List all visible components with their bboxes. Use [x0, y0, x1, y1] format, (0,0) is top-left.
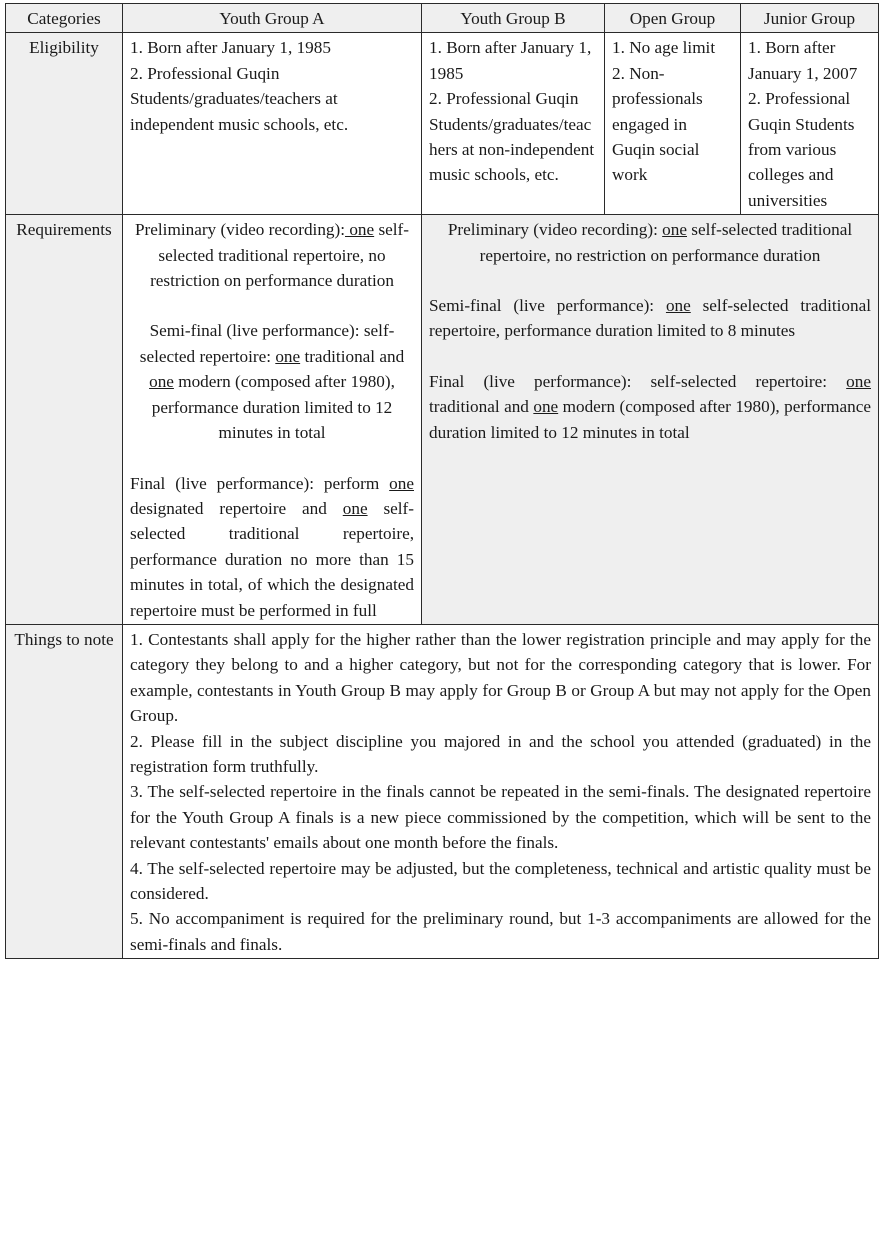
header-youth-group-b: Youth Group B	[422, 4, 605, 33]
notes-row	[6, 624, 879, 958]
notes-label: Things to note	[6, 624, 123, 958]
eligibility-youth-a-line-1: 1. Born after January 1, 1985	[130, 38, 331, 58]
requirements-label: Requirements	[6, 215, 123, 625]
header-categories: Categories	[6, 4, 123, 33]
youth-a-final: Final (live performance): perform one designated repertoire and one self-selected traditional repertoire, performance duration no more than 15 minutes in total, of which the designated repertoire must be performed in full	[130, 473, 414, 620]
eligibility-youth-a	[123, 33, 422, 215]
eligibility-junior-line-2: 2. Professional Guqin Students from various colleges and universities	[748, 89, 855, 210]
eligibility-open-line-2: 2. Non-professionals engaged in Guqin social work	[612, 63, 703, 185]
others-semi-final: Semi-final (live performance): one self-selected traditional repertoire, performance duration limited to 8 minutes	[429, 296, 871, 341]
notes-content	[123, 624, 879, 958]
youth-a-semi-final: Semi-final (live performance): self-selected repertoire: one traditional and one modern (composed after 1980), performance duration limited to 12 minutes in total	[139, 321, 405, 443]
eligibility-open-line-1: 1. No age limit	[612, 38, 716, 58]
requirements-row	[6, 215, 879, 625]
header-row	[6, 4, 879, 33]
note-item: 5. No accompaniment is required for the preliminary round, but 1-3 accompaniments are allowed for the semi-finals and finals.	[130, 909, 871, 954]
eligibility-youth-a-line-2: 2. Professional Guqin Students/graduates/teachers at independent music schools, etc.	[130, 63, 349, 134]
others-preliminary: Preliminary (video recording): one self-selected traditional repertoire, no restriction on performance duration	[447, 220, 853, 265]
requirements-other-groups	[422, 215, 879, 625]
eligibility-label: Eligibility	[6, 33, 123, 215]
eligibility-open	[605, 33, 741, 215]
competition-table	[5, 3, 879, 959]
note-item: 3. The self-selected repertoire in the finals cannot be repeated in the semi-finals. The designated repertoire for the Youth Group A finals is a new piece commissioned by the competition, which will be sent to the relevant contestants' emails about one month before the finals.	[130, 782, 871, 853]
eligibility-youth-b-line-2: 2. Professional Guqin Students/graduates/teachers at non-independent music schools, etc.	[429, 89, 595, 185]
others-final: Final (live performance): self-selected repertoire: one traditional and one modern (composed after 1980), performance duration limited to 12 minutes in total	[429, 371, 871, 442]
note-item: 1. Contestants shall apply for the higher rather than the lower registration principle and may apply for the category they belong to and a higher category, but not for the corresponding category that is lower. For example, contestants in Youth Group B may apply for Group B or Group A but may not apply for the Open Group.	[130, 629, 871, 726]
header-youth-group-a: Youth Group A	[123, 4, 422, 33]
note-item: 4. The self-selected repertoire may be adjusted, but the completeness, technical and artistic quality must be considered.	[130, 858, 871, 903]
eligibility-row	[6, 33, 879, 215]
eligibility-youth-b	[422, 33, 605, 215]
eligibility-junior-line-1: 1. Born after January 1, 2007	[748, 38, 858, 83]
eligibility-youth-b-line-1: 1. Born after January 1, 1985	[429, 38, 592, 83]
youth-a-preliminary: Preliminary (video recording): one self-selected traditional repertoire, no restriction on performance duration	[135, 220, 409, 291]
note-item: 2. Please fill in the subject discipline you majored in and the school you attended (graduated) in the registration form truthfully.	[130, 731, 871, 776]
eligibility-junior	[741, 33, 879, 215]
header-open-group: Open Group	[605, 4, 741, 33]
requirements-youth-a	[123, 215, 422, 625]
header-junior-group: Junior Group	[741, 4, 879, 33]
